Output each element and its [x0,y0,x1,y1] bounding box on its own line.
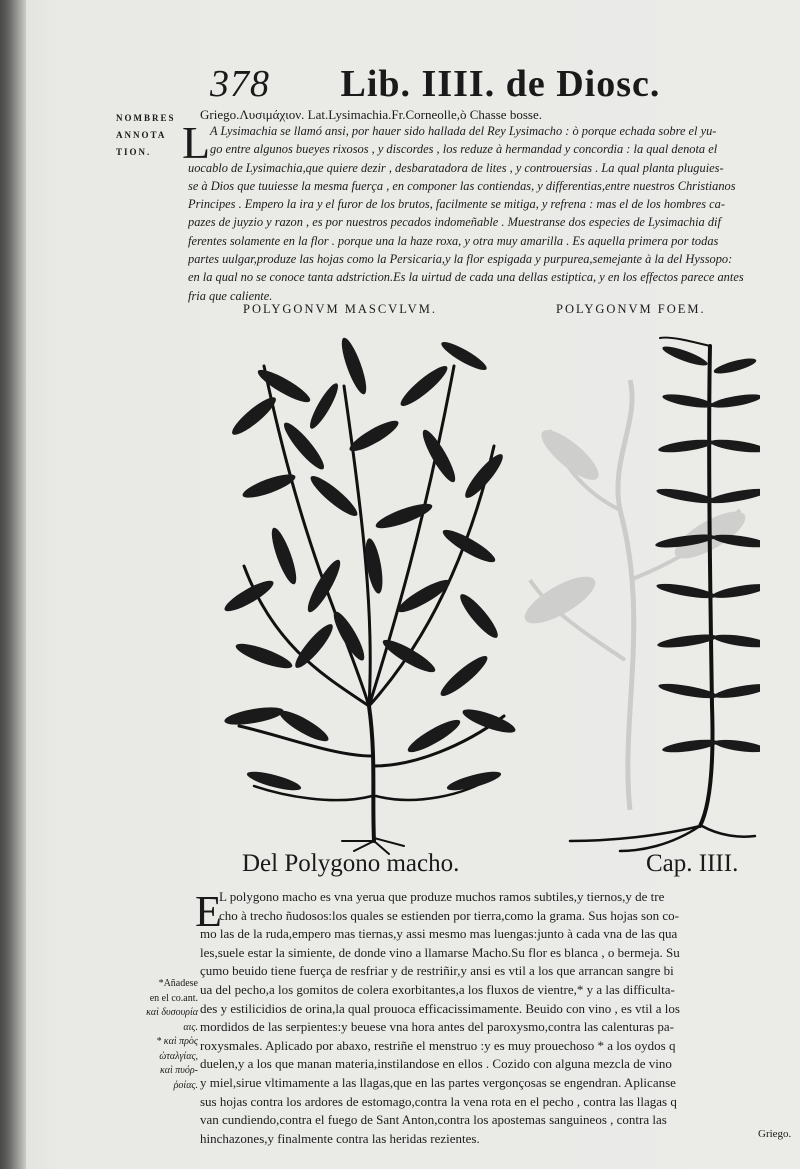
margin-note-greek: καὶ πυόρ- [159,1065,198,1076]
text-line: roxysmales. Aplicado por abaxo, restriñe el menstruo :y es muy prouechoso * a los oydos q [200,1037,676,1053]
margin-note-line: TION. [116,147,152,157]
text-line: sus hojas contra los ardores de estomago,contra la vena rota en el pecho , contra las llagas q [200,1093,677,1109]
text-line: duelen,y a los que manan materia,instilandose en ellos . Cozido con alguna mezcla de vino [200,1056,672,1072]
text-line: les,suele estar la simiente, de donde vino a llamarse Macho.Su flor es blanca , o bermeja. Su [200,944,680,960]
figure-caption-left: POLYGONVM MASCVLVM. [243,302,437,316]
text-line: en la qual no se conoce tanta adstriction.Es la uirtud de cada una dellas estiptica, y en los effectos parece antes [188,270,744,285]
polygonum-masculum-illustration [224,326,524,856]
margin-note-greek: ὠταλγίας, [159,1050,198,1062]
chapter-body [200,888,792,1148]
catchword: Griego. [758,1128,792,1140]
text-line: ferentes solamente en la flor . porque una la haze roxa, y otra muy amarilla . Es aquella primera por todas [188,233,719,248]
text-line: y miel,sirue vltimamente a las llagas,que en las partes vergonçosas se engendran. Aplicanse [200,1074,676,1090]
margin-note-line: ANNOTA [116,130,167,140]
margin-note-greek: * καὶ πρὸς [156,1036,198,1047]
margin-note-line: *Añadese [158,978,198,989]
text-line: Principes . Empero la ira y el furor de los brutos, facilmente se mitiga, y refrena : mas el de los hombres ca- [188,197,725,212]
margin-note-greek: ῥοίας. [173,1079,198,1091]
text-line: fria que caliente. [188,288,273,303]
text-line: hinchazones,y finalmente contra las heridas rezientes. [200,1130,480,1146]
annotation-paragraph [188,122,778,305]
intro-dropcap: L [182,117,211,168]
chapter-number: Cap. IIII. [646,850,739,877]
text-line: A Lysimachia se llamó ansi, por hauer sido hallada del Rey Lysimacho : ò porque echada sobre el yu- [210,124,717,138]
margin-note-line: NOMBRES [116,113,176,123]
page-number: 378 [210,63,270,105]
names-line: Griego.Λυσιμάχιον. Lat.Lysimachia.Fr.Corneolle,ò Chasse bosse. [200,107,542,122]
margin-note-additions [114,977,198,1093]
polygonum-foemina-illustration [560,326,760,856]
margin-note-greek: καὶ δυσουρία [146,1007,198,1018]
text-line: ua del pecho,a los gomitos de colera exorbitantes,a los fluxos de vientre,* y a las difficulta- [200,981,675,997]
margin-note-line: en el co.ant. [149,992,198,1004]
chapter-title: Del Polygono macho. [242,850,460,877]
text-line: partes uulgar,produze las hojas como la Persicaria,y la flor espigada y purpurea,semejante à la del Hyssopo: [188,252,733,267]
text-line: pazes de juyzio y razon , es por nuestros pecados indomeñable . Muestranse dos especies de Lysimachia dif [188,215,721,230]
text-line: L polygono macho es vna yerua que produze muchos ramos subtiles,y tiernos,y de tre [219,889,665,904]
text-line: se à Dios que tuuiesse la mesma fuerça , en componer las contiendas, y differentias,entre nuestros Christianos [188,178,736,193]
text-line: go entre algunos bueyes rixosos , y discordes , los reduze à hermandad y concordia : la qual denota el [210,142,718,157]
text-line: des y estilicidios de orina,la qual prouoca efficacissimamente. Beuido con vino , es vtil a los [200,1000,680,1016]
figure-caption-right: POLYGONVM FOEM. [556,302,706,316]
gutter-shadow [0,0,26,1169]
running-header [210,62,660,106]
body-dropcap: E [195,887,222,936]
header-title: Lib. IIII. de Diosc. [340,63,661,105]
margin-note-greek: αις. [183,1021,198,1033]
text-line: cho à trecho ñudosos:los quales se estienden por tierra,como la grama. Sus hojas son co- [219,907,679,923]
text-line: uocablo de Lysimachia,que quiere dezir , desbaratadora de lites , y controuersias . La qual planta pluguies- [188,160,724,175]
text-line: mordidos de las serpientes:y beuese vna hora antes del paroxysmo,contra las calenturas pa- [200,1019,674,1035]
text-line: mo las de la ruda,empero mas tiernas,y assi mesmo mas luengas:junto à cada vna de las qua [200,926,678,942]
text-line: çumo beuido tiene fuerça de resfriar y de restriñir,y ansi es vtil a los que arrancan sangre bi [200,963,674,979]
text-line: van cundiendo,contra el fuego de Sant Anton,contra los apostemas sanguineos , contra las [200,1112,667,1128]
margin-note-names [116,110,186,161]
